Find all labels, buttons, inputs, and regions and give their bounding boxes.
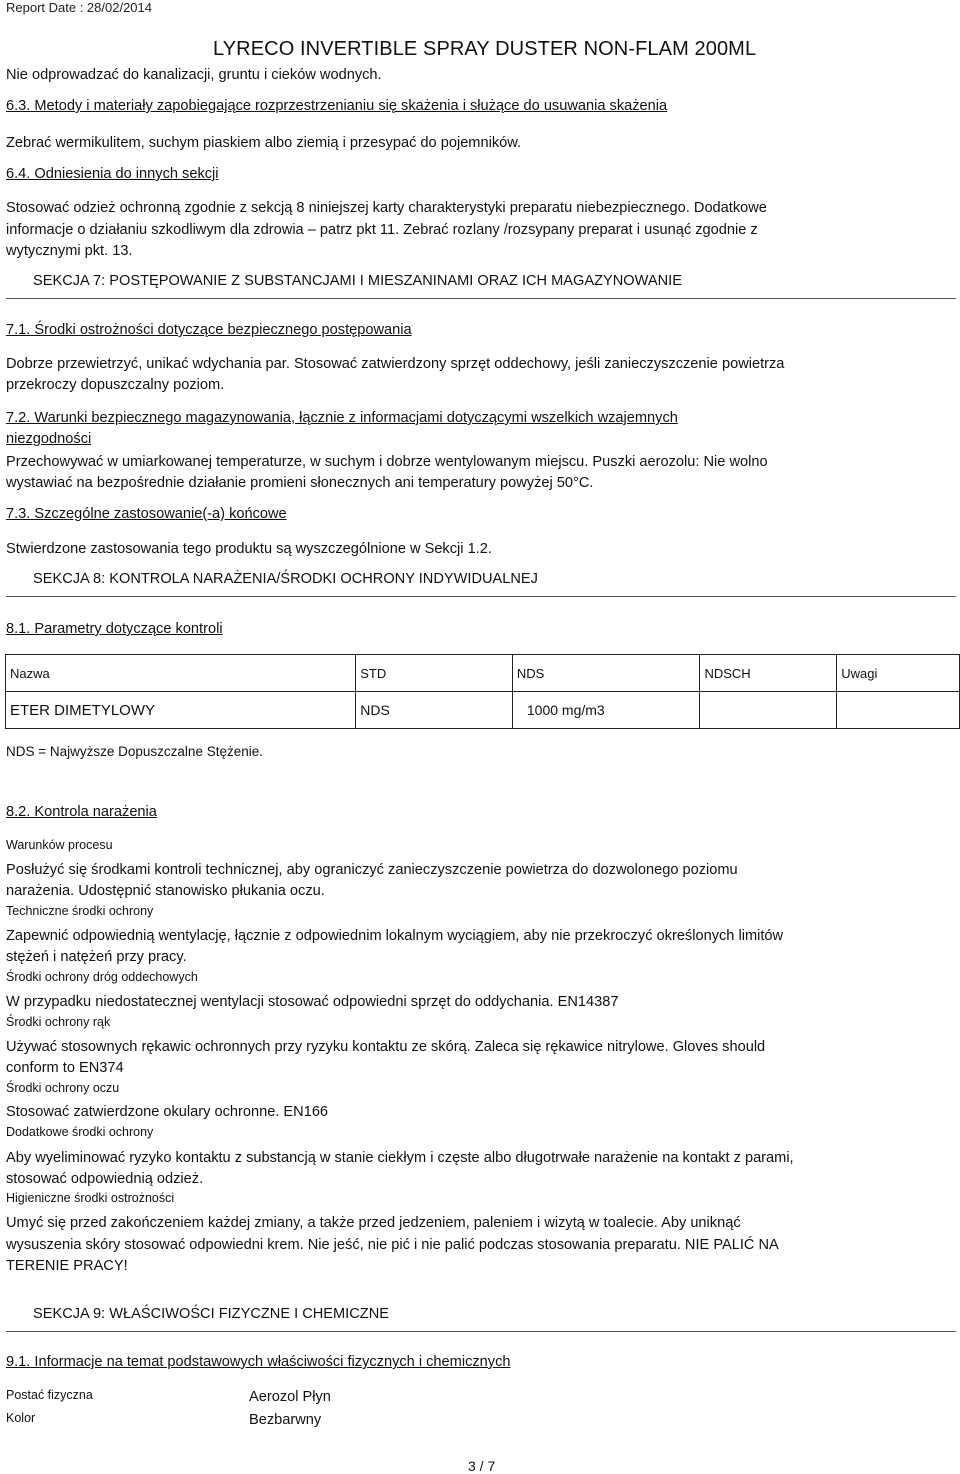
- section-8-header: [6, 566, 956, 597]
- paragraph: Zapewnić odpowiednią wentylację, łącznie z odpowiednim lokalnym wyciągiem, aby nie przekroczyć określonych limitów: [6, 928, 784, 944]
- paragraph: wysuszenia skóry stosować odpowiedni krem. Nie jeść, nie pić i nie palić podczas stosowania preparatu. NIE PALIĆ NA: [6, 1237, 779, 1253]
- heading-7-2-cont: niezgodności: [6, 431, 92, 447]
- section-9-header: [6, 1301, 956, 1332]
- paragraph: Stwierdzone zastosowania tego produktu są wyszczególnione w Sekcji 1.2.: [6, 541, 492, 557]
- paragraph: Zebrać wermikulitem, suchym piaskiem albo ziemią i przesypać do pojemników.: [6, 135, 522, 151]
- nds-note: NDS = Najwyższe Dopuszczalne Stężenie.: [6, 744, 263, 759]
- paragraph: Stosować zatwierdzone okulary ochronne. EN166: [6, 1104, 329, 1120]
- table-row: [6, 692, 960, 729]
- paragraph: W przypadku niedostatecznej wentylacji stosować odpowiedni sprzęt do oddychania. EN14387: [6, 994, 619, 1010]
- heading-7-2: 7.2. Warunki bezpiecznego magazynowania, łącznie z informacjami dotyczącymi wszelkich wzajemnych: [6, 410, 678, 426]
- paragraph: przekroczy dopuszczalny poziom.: [6, 377, 225, 393]
- cell-name: ETER DIMETYLOWY: [6, 692, 356, 729]
- label-tech: Techniczne środki ochrony: [6, 904, 154, 918]
- heading-6-3: 6.3. Metody i materiały zapobiegające rozprzestrzenianiu się skażenia i służące do usuwania skażenia: [6, 98, 668, 114]
- report-date: Report Date : 28/02/2014: [6, 0, 152, 15]
- value-kolor: Bezbarwny: [249, 1412, 322, 1428]
- heading-6-4: 6.4. Odniesienia do innych sekcji: [6, 166, 219, 182]
- paragraph: Aby wyeliminować ryzyko kontaktu z substancją w stanie ciekłym i częste albo długotrwałe narażenie na kontakt z parami,: [6, 1150, 794, 1166]
- cell-ndsch: [700, 692, 837, 729]
- paragraph: Nie odprowadzać do kanalizacji, gruntu i cieków wodnych.: [6, 67, 382, 83]
- cell-uwagi: [837, 692, 960, 729]
- heading-7-3: 7.3. Szczególne zastosowanie(-a) końcowe: [6, 506, 287, 522]
- cell-std: NDS: [356, 692, 513, 729]
- heading-9-1: 9.1. Informacje na temat podstawowych właściwości fizycznych i chemicznych: [6, 1354, 511, 1370]
- col-nds: NDS: [512, 655, 700, 692]
- paragraph: wystawiać na bezpośrednie działanie promieni słonecznych ani temperatury powyżej 50°C.: [6, 475, 594, 491]
- label-resp: Środki ochrony dróg oddechowych: [6, 970, 198, 984]
- label-hyg: Higieniczne środki ostrożności: [6, 1191, 175, 1205]
- section-title: SEKCJA 8: KONTROLA NARAŻENIA/ŚRODKI OCHRONY INDYWIDUALNEJ: [33, 571, 538, 587]
- label-warunki: Warunków procesu: [6, 838, 113, 852]
- product-title: LYRECO INVERTIBLE SPRAY DUSTER NON-FLAM 200ML: [213, 38, 757, 60]
- cell-nds: 1000 mg/m3: [512, 692, 700, 729]
- col-std: STD: [356, 655, 513, 692]
- col-uwagi: Uwagi: [837, 655, 960, 692]
- paragraph: Umyć się przed zakończeniem każdej zmiany, a także przed jedzeniem, paleniem i wizytą w toalecie. Aby uniknąć: [6, 1215, 741, 1231]
- paragraph: stężeń i natężeń przy pracy.: [6, 949, 187, 965]
- table-header-row: [6, 655, 960, 692]
- label-hand: Środki ochrony rąk: [6, 1015, 111, 1029]
- paragraph: narażenia. Udostępnić stanowisko płukania oczu.: [6, 883, 325, 899]
- heading-7-1: 7.1. Środki ostrożności dotyczące bezpiecznego postępowania: [6, 322, 412, 338]
- heading-8-2: 8.2. Kontrola narażenia: [6, 804, 157, 820]
- page-number: 3 / 7: [468, 1458, 496, 1474]
- paragraph: Dobrze przewietrzyć, unikać wdychania par. Stosować zatwierdzony sprzęt oddechowy, jeśli zanieczyszczenie powietrza: [6, 356, 785, 372]
- col-nazwa: Nazwa: [6, 655, 356, 692]
- paragraph: TERENIE PRACY!: [6, 1258, 128, 1274]
- heading-8-1: 8.1. Parametry dotyczące kontroli: [6, 621, 223, 637]
- section-title: SEKCJA 7: POSTĘPOWANIE Z SUBSTANCJAMI I MIESZANINAMI ORAZ ICH MAGAZYNOWANIE: [33, 273, 682, 289]
- paragraph: Przechowywać w umiarkowanej temperaturze, w suchym i dobrze wentylowanym miejscu. Puszki aerozolu: Nie wolno: [6, 454, 768, 470]
- paragraph: Używać stosownych rękawic ochronnych przy ryzyku kontaktu ze skórą. Zaleca się rękawice nitrylowe. Gloves should: [6, 1039, 766, 1055]
- paragraph: conform to EN374: [6, 1060, 124, 1076]
- label-postac: Postać fizyczna: [6, 1388, 93, 1402]
- value-postac: Aerozol Płyn: [249, 1389, 331, 1405]
- col-ndsch: NDSCH: [700, 655, 837, 692]
- section-title: SEKCJA 9: WŁAŚCIWOŚCI FIZYCZNE I CHEMICZNE: [33, 1306, 389, 1322]
- label-extra: Dodatkowe środki ochrony: [6, 1125, 154, 1139]
- section-7-header: [6, 268, 956, 299]
- paragraph: stosować odpowiednią odzież.: [6, 1171, 204, 1187]
- paragraph: Stosować odzież ochronną zgodnie z sekcją 8 niniejszej karty charakterystyki preparatu niebezpiecznego. Dodatkowe: [6, 200, 767, 216]
- paragraph: wytycznymi pkt. 13.: [6, 243, 133, 259]
- exposure-limits-table: [5, 654, 960, 729]
- paragraph: Posłużyć się środkami kontroli technicznej, aby ograniczyć zanieczyszczenie powietrza do dozwolonego poziomu: [6, 862, 738, 878]
- paragraph: informacje o działaniu szkodliwym dla zdrowia – patrz pkt 11. Zebrać rozlany /rozsypany preparat i usunąć zgodnie z: [6, 222, 758, 238]
- label-kolor: Kolor: [6, 1411, 36, 1425]
- label-eye: Środki ochrony oczu: [6, 1081, 120, 1095]
